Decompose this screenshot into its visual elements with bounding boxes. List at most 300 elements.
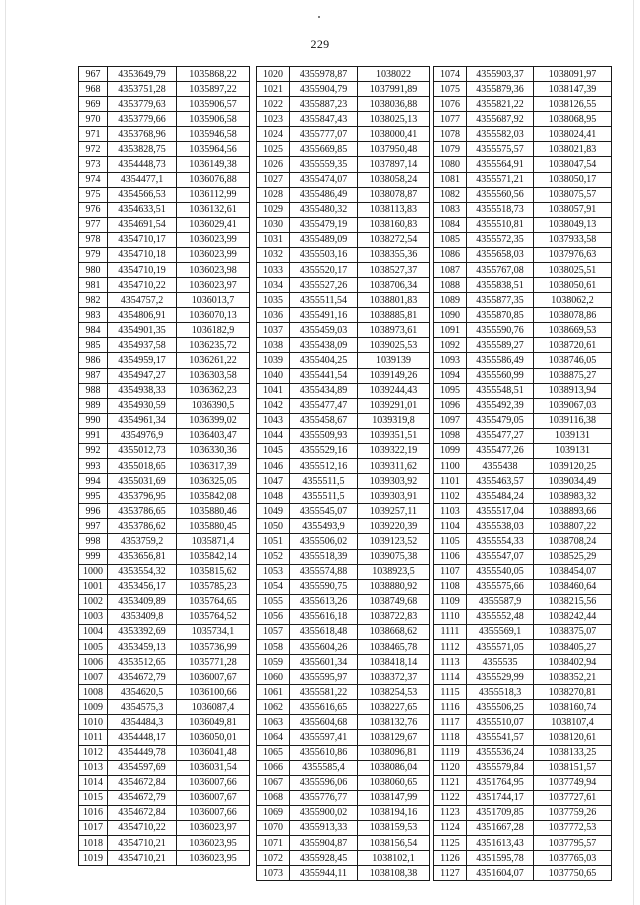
x-coordinate-cell: 4355572,35 bbox=[467, 232, 534, 247]
point-number-cell: 1029 bbox=[257, 202, 290, 217]
x-coordinate-cell: 4355590,76 bbox=[467, 323, 534, 338]
table-row bbox=[257, 760, 430, 775]
x-coordinate-cell: 4355613,26 bbox=[290, 594, 358, 609]
y-coordinate-cell: 1035880,46 bbox=[177, 504, 250, 519]
table-row bbox=[79, 655, 250, 670]
y-coordinate-cell: 1036087,4 bbox=[177, 700, 250, 715]
x-coordinate-cell: 4355538,03 bbox=[467, 519, 534, 534]
table-row bbox=[434, 263, 612, 278]
point-number-cell: 1096 bbox=[434, 398, 467, 413]
table-row bbox=[257, 443, 430, 458]
point-number-cell: 998 bbox=[79, 534, 108, 549]
y-coordinate-cell: 1038375,07 bbox=[534, 624, 612, 639]
table-row bbox=[79, 323, 250, 338]
y-coordinate-cell: 1038454,07 bbox=[534, 564, 612, 579]
point-number-cell: 989 bbox=[79, 398, 108, 413]
x-coordinate-cell: 4355978,87 bbox=[290, 67, 358, 82]
point-number-cell: 970 bbox=[79, 112, 108, 127]
point-number-cell: 1070 bbox=[257, 820, 290, 835]
x-coordinate-cell: 4355590,75 bbox=[290, 579, 358, 594]
point-number-cell: 1102 bbox=[434, 489, 467, 504]
table-row bbox=[79, 278, 250, 293]
point-number-cell: 1099 bbox=[434, 443, 467, 458]
x-coordinate-cell: 4351613,43 bbox=[467, 835, 534, 850]
table-row bbox=[79, 685, 250, 700]
y-coordinate-cell: 1035764,52 bbox=[177, 609, 250, 624]
x-coordinate-cell: 4354633,51 bbox=[108, 202, 177, 217]
y-coordinate-cell: 1038923,5 bbox=[358, 564, 430, 579]
table-row bbox=[434, 655, 612, 670]
table-row bbox=[79, 67, 250, 82]
table-row bbox=[79, 534, 250, 549]
y-coordinate-cell: 1038057,91 bbox=[534, 202, 612, 217]
point-number-cell: 1044 bbox=[257, 428, 290, 443]
table-row bbox=[434, 519, 612, 534]
table-row bbox=[434, 745, 612, 760]
y-coordinate-cell: 1036023,95 bbox=[177, 835, 250, 850]
y-coordinate-cell: 1035842,08 bbox=[177, 489, 250, 504]
y-coordinate-cell: 1038254,53 bbox=[358, 685, 430, 700]
y-coordinate-cell: 1037750,65 bbox=[534, 866, 612, 881]
y-coordinate-cell: 1039257,11 bbox=[358, 504, 430, 519]
table-row bbox=[434, 323, 612, 338]
y-coordinate-cell: 1038120,61 bbox=[534, 730, 612, 745]
point-number-cell: 1065 bbox=[257, 745, 290, 760]
x-coordinate-cell: 4355493,9 bbox=[290, 519, 358, 534]
table-row bbox=[434, 474, 612, 489]
x-coordinate-cell: 4355479,05 bbox=[467, 413, 534, 428]
x-coordinate-cell: 4355879,36 bbox=[467, 82, 534, 97]
table-row bbox=[79, 579, 250, 594]
x-coordinate-cell: 4354938,33 bbox=[108, 383, 177, 398]
x-coordinate-cell: 4355529,16 bbox=[290, 443, 358, 458]
y-coordinate-cell: 1038050,17 bbox=[534, 172, 612, 187]
y-coordinate-cell: 1039131 bbox=[534, 443, 612, 458]
y-coordinate-cell: 1036100,66 bbox=[177, 685, 250, 700]
x-coordinate-cell: 4355474,07 bbox=[290, 172, 358, 187]
y-coordinate-cell: 1038242,44 bbox=[534, 609, 612, 624]
x-coordinate-cell: 4355560,56 bbox=[467, 187, 534, 202]
x-coordinate-cell: 4355477,47 bbox=[290, 398, 358, 413]
point-number-cell: 1115 bbox=[434, 685, 467, 700]
point-number-cell: 1109 bbox=[434, 594, 467, 609]
table-row bbox=[434, 353, 612, 368]
table-body bbox=[434, 67, 612, 881]
table-row bbox=[79, 112, 250, 127]
table-row bbox=[257, 353, 430, 368]
y-coordinate-cell: 1037727,61 bbox=[534, 790, 612, 805]
y-coordinate-cell: 1038113,83 bbox=[358, 202, 430, 217]
x-coordinate-cell: 4355018,65 bbox=[108, 459, 177, 474]
y-coordinate-cell: 1036132,61 bbox=[177, 202, 250, 217]
table-row bbox=[79, 715, 250, 730]
table-row bbox=[79, 97, 250, 112]
x-coordinate-cell: 4355458,67 bbox=[290, 413, 358, 428]
point-number-cell: 1043 bbox=[257, 413, 290, 428]
point-number-cell: 986 bbox=[79, 353, 108, 368]
table-row bbox=[79, 428, 250, 443]
point-number-cell: 1053 bbox=[257, 564, 290, 579]
y-coordinate-cell: 1038893,66 bbox=[534, 504, 612, 519]
y-coordinate-cell: 1038885,81 bbox=[358, 308, 430, 323]
x-coordinate-cell: 4355777,07 bbox=[290, 127, 358, 142]
point-number-cell: 997 bbox=[79, 519, 108, 534]
y-coordinate-cell: 1035842,14 bbox=[177, 549, 250, 564]
x-coordinate-cell: 4353656,81 bbox=[108, 549, 177, 564]
x-coordinate-cell: 4354566,53 bbox=[108, 187, 177, 202]
point-number-cell: 1089 bbox=[434, 293, 467, 308]
table-row bbox=[257, 745, 430, 760]
y-coordinate-cell: 1038062,2 bbox=[534, 293, 612, 308]
table-row bbox=[257, 730, 430, 745]
y-coordinate-cell: 1038108,38 bbox=[358, 866, 430, 881]
point-number-cell: 1059 bbox=[257, 655, 290, 670]
point-number-cell: 1106 bbox=[434, 549, 467, 564]
point-number-cell: 1025 bbox=[257, 142, 290, 157]
x-coordinate-cell: 4355569,1 bbox=[467, 624, 534, 639]
y-coordinate-cell: 1035964,56 bbox=[177, 142, 250, 157]
table-row bbox=[434, 790, 612, 805]
point-number-cell: 1091 bbox=[434, 323, 467, 338]
table-row bbox=[434, 639, 612, 654]
y-coordinate-cell: 1038465,78 bbox=[358, 639, 430, 654]
point-number-cell: 972 bbox=[79, 142, 108, 157]
table-row bbox=[257, 805, 430, 820]
point-number-cell: 1008 bbox=[79, 685, 108, 700]
table-row bbox=[79, 368, 250, 383]
x-coordinate-cell: 4355887,23 bbox=[290, 97, 358, 112]
y-coordinate-cell: 1038270,81 bbox=[534, 685, 612, 700]
point-number-cell: 1010 bbox=[79, 715, 108, 730]
table-row bbox=[434, 413, 612, 428]
y-coordinate-cell: 1038973,61 bbox=[358, 323, 430, 338]
table-row bbox=[79, 293, 250, 308]
table-row bbox=[79, 730, 250, 745]
y-coordinate-cell: 1036007,67 bbox=[177, 670, 250, 685]
table-row bbox=[257, 504, 430, 519]
x-coordinate-cell: 4354710,19 bbox=[108, 263, 177, 278]
x-coordinate-cell: 4353786,65 bbox=[108, 504, 177, 519]
y-coordinate-cell: 1038460,64 bbox=[534, 579, 612, 594]
y-coordinate-cell: 1039067,03 bbox=[534, 398, 612, 413]
y-coordinate-cell: 1036023,99 bbox=[177, 232, 250, 247]
point-number-cell: 1121 bbox=[434, 775, 467, 790]
y-coordinate-cell: 1038418,14 bbox=[358, 655, 430, 670]
point-number-cell: 992 bbox=[79, 443, 108, 458]
point-number-cell: 1006 bbox=[79, 655, 108, 670]
y-coordinate-cell: 1036023,95 bbox=[177, 851, 250, 866]
x-coordinate-cell: 4351595,78 bbox=[467, 851, 534, 866]
y-coordinate-cell: 1038147,99 bbox=[358, 790, 430, 805]
point-number-cell: 1018 bbox=[79, 835, 108, 850]
x-coordinate-cell: 4355913,33 bbox=[290, 820, 358, 835]
point-number-cell: 1083 bbox=[434, 202, 467, 217]
x-coordinate-cell: 4351709,85 bbox=[467, 805, 534, 820]
x-coordinate-cell: 4355441,54 bbox=[290, 368, 358, 383]
table-row bbox=[79, 775, 250, 790]
y-coordinate-cell: 1038129,67 bbox=[358, 730, 430, 745]
y-coordinate-cell: 1038126,55 bbox=[534, 97, 612, 112]
table-row bbox=[79, 549, 250, 564]
table-row bbox=[434, 308, 612, 323]
table-row bbox=[257, 308, 430, 323]
table-row bbox=[257, 323, 430, 338]
x-coordinate-cell: 4354449,78 bbox=[108, 745, 177, 760]
y-coordinate-cell: 1037991,89 bbox=[358, 82, 430, 97]
table-body bbox=[257, 67, 430, 881]
y-coordinate-cell: 1035946,58 bbox=[177, 127, 250, 142]
table-row bbox=[434, 247, 612, 262]
x-coordinate-cell: 4354959,17 bbox=[108, 353, 177, 368]
point-number-cell: 1035 bbox=[257, 293, 290, 308]
x-coordinate-cell: 4355687,92 bbox=[467, 112, 534, 127]
x-coordinate-cell: 4355510,81 bbox=[467, 217, 534, 232]
point-number-cell: 1002 bbox=[79, 594, 108, 609]
point-number-cell: 1033 bbox=[257, 263, 290, 278]
table-row bbox=[79, 443, 250, 458]
y-coordinate-cell: 1038668,62 bbox=[358, 624, 430, 639]
point-number-cell: 967 bbox=[79, 67, 108, 82]
point-number-cell: 988 bbox=[79, 383, 108, 398]
table-row bbox=[257, 263, 430, 278]
y-coordinate-cell: 1038983,32 bbox=[534, 489, 612, 504]
y-coordinate-cell: 1035815,62 bbox=[177, 564, 250, 579]
point-number-cell: 1082 bbox=[434, 187, 467, 202]
point-number-cell: 1022 bbox=[257, 97, 290, 112]
y-coordinate-cell: 1036007,67 bbox=[177, 790, 250, 805]
point-number-cell: 1127 bbox=[434, 866, 467, 881]
table-row bbox=[257, 157, 430, 172]
x-coordinate-cell: 4354575,3 bbox=[108, 700, 177, 715]
x-coordinate-cell: 4353779,63 bbox=[108, 97, 177, 112]
y-coordinate-cell: 1038156,54 bbox=[358, 835, 430, 850]
point-number-cell: 980 bbox=[79, 263, 108, 278]
table-row bbox=[257, 112, 430, 127]
y-coordinate-cell: 1039123,52 bbox=[358, 534, 430, 549]
y-coordinate-cell: 1038913,94 bbox=[534, 383, 612, 398]
table-row bbox=[434, 338, 612, 353]
y-coordinate-cell: 1038047,54 bbox=[534, 157, 612, 172]
x-coordinate-cell: 4355589,27 bbox=[467, 338, 534, 353]
point-number-cell: 1000 bbox=[79, 564, 108, 579]
x-coordinate-cell: 4353554,32 bbox=[108, 564, 177, 579]
table-row bbox=[434, 217, 612, 232]
x-coordinate-cell: 4354976,9 bbox=[108, 428, 177, 443]
point-number-cell: 993 bbox=[79, 459, 108, 474]
scan-edge-right bbox=[633, 0, 634, 905]
point-number-cell: 1007 bbox=[79, 670, 108, 685]
table-row bbox=[257, 232, 430, 247]
x-coordinate-cell: 4355847,43 bbox=[290, 112, 358, 127]
x-coordinate-cell: 4354947,27 bbox=[108, 368, 177, 383]
y-coordinate-cell: 1038075,57 bbox=[534, 187, 612, 202]
y-coordinate-cell: 1037976,63 bbox=[534, 247, 612, 262]
y-coordinate-cell: 1036182,9 bbox=[177, 323, 250, 338]
x-coordinate-cell: 4355601,34 bbox=[290, 655, 358, 670]
table-row bbox=[434, 142, 612, 157]
scan-edge-left bbox=[5, 0, 6, 905]
x-coordinate-cell: 4354448,17 bbox=[108, 730, 177, 745]
table-row bbox=[79, 835, 250, 850]
y-coordinate-cell: 1037765,03 bbox=[534, 851, 612, 866]
point-number-cell: 1037 bbox=[257, 323, 290, 338]
point-number-cell: 1046 bbox=[257, 459, 290, 474]
x-coordinate-cell: 4353779,66 bbox=[108, 112, 177, 127]
x-coordinate-cell: 4355575,57 bbox=[467, 142, 534, 157]
x-coordinate-cell: 4353759,2 bbox=[108, 534, 177, 549]
point-number-cell: 1055 bbox=[257, 594, 290, 609]
x-coordinate-cell: 4355596,06 bbox=[290, 775, 358, 790]
x-coordinate-cell: 4355518,73 bbox=[467, 202, 534, 217]
point-number-cell: 981 bbox=[79, 278, 108, 293]
point-number-cell: 1012 bbox=[79, 745, 108, 760]
table-row bbox=[434, 202, 612, 217]
table-row bbox=[79, 187, 250, 202]
point-number-cell: 1094 bbox=[434, 368, 467, 383]
table-row bbox=[434, 670, 612, 685]
table-row bbox=[257, 383, 430, 398]
point-number-cell: 1049 bbox=[257, 504, 290, 519]
table-row bbox=[257, 338, 430, 353]
x-coordinate-cell: 4354710,22 bbox=[108, 820, 177, 835]
x-coordinate-cell: 4353409,89 bbox=[108, 594, 177, 609]
y-coordinate-cell: 1035771,28 bbox=[177, 655, 250, 670]
x-coordinate-cell: 4354710,21 bbox=[108, 851, 177, 866]
table-row bbox=[257, 549, 430, 564]
point-number-cell: 1039 bbox=[257, 353, 290, 368]
x-coordinate-cell: 4355669,85 bbox=[290, 142, 358, 157]
point-number-cell: 1042 bbox=[257, 398, 290, 413]
point-number-cell: 1013 bbox=[79, 760, 108, 775]
x-coordinate-cell: 4355506,02 bbox=[290, 534, 358, 549]
x-coordinate-cell: 4355491,16 bbox=[290, 308, 358, 323]
y-coordinate-cell: 1038875,27 bbox=[534, 368, 612, 383]
x-coordinate-cell: 4354448,73 bbox=[108, 157, 177, 172]
y-coordinate-cell: 1038405,27 bbox=[534, 639, 612, 654]
y-coordinate-cell: 1038227,65 bbox=[358, 700, 430, 715]
point-number-cell: 1068 bbox=[257, 790, 290, 805]
x-coordinate-cell: 4353786,62 bbox=[108, 519, 177, 534]
x-coordinate-cell: 4355489,09 bbox=[290, 232, 358, 247]
x-coordinate-cell: 4354901,35 bbox=[108, 323, 177, 338]
x-coordinate-cell: 4355821,22 bbox=[467, 97, 534, 112]
table-row bbox=[434, 82, 612, 97]
y-coordinate-cell: 1036023,98 bbox=[177, 263, 250, 278]
table-row bbox=[434, 685, 612, 700]
x-coordinate-cell: 4355767,08 bbox=[467, 263, 534, 278]
x-coordinate-cell: 4354757,2 bbox=[108, 293, 177, 308]
x-coordinate-cell: 4355506,25 bbox=[467, 700, 534, 715]
y-coordinate-cell: 1038036,88 bbox=[358, 97, 430, 112]
x-coordinate-cell: 4355477,26 bbox=[467, 443, 534, 458]
table-row bbox=[257, 247, 430, 262]
table-row bbox=[79, 308, 250, 323]
table-row bbox=[434, 278, 612, 293]
table-row bbox=[79, 504, 250, 519]
table-row bbox=[257, 278, 430, 293]
x-coordinate-cell: 4351667,28 bbox=[467, 820, 534, 835]
y-coordinate-cell: 1036303,58 bbox=[177, 368, 250, 383]
y-coordinate-cell: 1039131 bbox=[534, 428, 612, 443]
x-coordinate-cell: 4355928,45 bbox=[290, 851, 358, 866]
x-coordinate-cell: 4355585,4 bbox=[290, 760, 358, 775]
table-row bbox=[257, 142, 430, 157]
table-row bbox=[257, 835, 430, 850]
x-coordinate-cell: 4355438,09 bbox=[290, 338, 358, 353]
point-number-cell: 1111 bbox=[434, 624, 467, 639]
table-row bbox=[79, 639, 250, 654]
y-coordinate-cell: 1036007,66 bbox=[177, 775, 250, 790]
y-coordinate-cell: 1035906,57 bbox=[177, 97, 250, 112]
x-coordinate-cell: 4355434,89 bbox=[290, 383, 358, 398]
table-row bbox=[434, 835, 612, 850]
point-number-cell: 1107 bbox=[434, 564, 467, 579]
y-coordinate-cell: 1036013,7 bbox=[177, 293, 250, 308]
x-coordinate-cell: 4354477,1 bbox=[108, 172, 177, 187]
x-coordinate-cell: 4353392,69 bbox=[108, 624, 177, 639]
point-number-cell: 1027 bbox=[257, 172, 290, 187]
point-number-cell: 1098 bbox=[434, 428, 467, 443]
x-coordinate-cell: 4355618,48 bbox=[290, 624, 358, 639]
x-coordinate-cell: 4355552,48 bbox=[467, 609, 534, 624]
y-coordinate-cell: 1036149,38 bbox=[177, 157, 250, 172]
x-coordinate-cell: 4355547,07 bbox=[467, 549, 534, 564]
y-coordinate-cell: 1036390,5 bbox=[177, 398, 250, 413]
x-coordinate-cell: 4355595,97 bbox=[290, 670, 358, 685]
table-row bbox=[79, 398, 250, 413]
table-row bbox=[434, 157, 612, 172]
y-coordinate-cell: 1038086,04 bbox=[358, 760, 430, 775]
x-coordinate-cell: 4355604,68 bbox=[290, 715, 358, 730]
y-coordinate-cell: 1036049,81 bbox=[177, 715, 250, 730]
point-number-cell: 1009 bbox=[79, 700, 108, 715]
table-row bbox=[434, 534, 612, 549]
x-coordinate-cell: 4355484,24 bbox=[467, 489, 534, 504]
y-coordinate-cell: 1035734,1 bbox=[177, 624, 250, 639]
x-coordinate-cell: 4355540,05 bbox=[467, 564, 534, 579]
table-row bbox=[79, 172, 250, 187]
x-coordinate-cell: 4353796,95 bbox=[108, 489, 177, 504]
y-coordinate-cell: 1038021,83 bbox=[534, 142, 612, 157]
x-coordinate-cell: 4351744,17 bbox=[467, 790, 534, 805]
table-row bbox=[79, 790, 250, 805]
point-number-cell: 1051 bbox=[257, 534, 290, 549]
table-row bbox=[79, 489, 250, 504]
table-row bbox=[257, 398, 430, 413]
point-number-cell: 969 bbox=[79, 97, 108, 112]
x-coordinate-cell: 4354930,59 bbox=[108, 398, 177, 413]
x-coordinate-cell: 4355944,11 bbox=[290, 866, 358, 881]
x-coordinate-cell: 4355582,03 bbox=[467, 127, 534, 142]
point-number-cell: 1034 bbox=[257, 278, 290, 293]
x-coordinate-cell: 4355658,03 bbox=[467, 247, 534, 262]
x-coordinate-cell: 4355581,22 bbox=[290, 685, 358, 700]
page-number: 229 bbox=[310, 37, 330, 51]
y-coordinate-cell: 1038133,25 bbox=[534, 745, 612, 760]
table-row bbox=[434, 820, 612, 835]
point-number-cell: 975 bbox=[79, 187, 108, 202]
y-coordinate-cell: 1038801,83 bbox=[358, 293, 430, 308]
y-coordinate-cell: 1036023,97 bbox=[177, 820, 250, 835]
point-number-cell: 1097 bbox=[434, 413, 467, 428]
y-coordinate-cell: 1035868,22 bbox=[177, 67, 250, 82]
table-row bbox=[79, 700, 250, 715]
point-number-cell: 1110 bbox=[434, 609, 467, 624]
point-number-cell: 1081 bbox=[434, 172, 467, 187]
table-row bbox=[257, 700, 430, 715]
y-coordinate-cell: 1038050,61 bbox=[534, 278, 612, 293]
point-number-cell: 1014 bbox=[79, 775, 108, 790]
